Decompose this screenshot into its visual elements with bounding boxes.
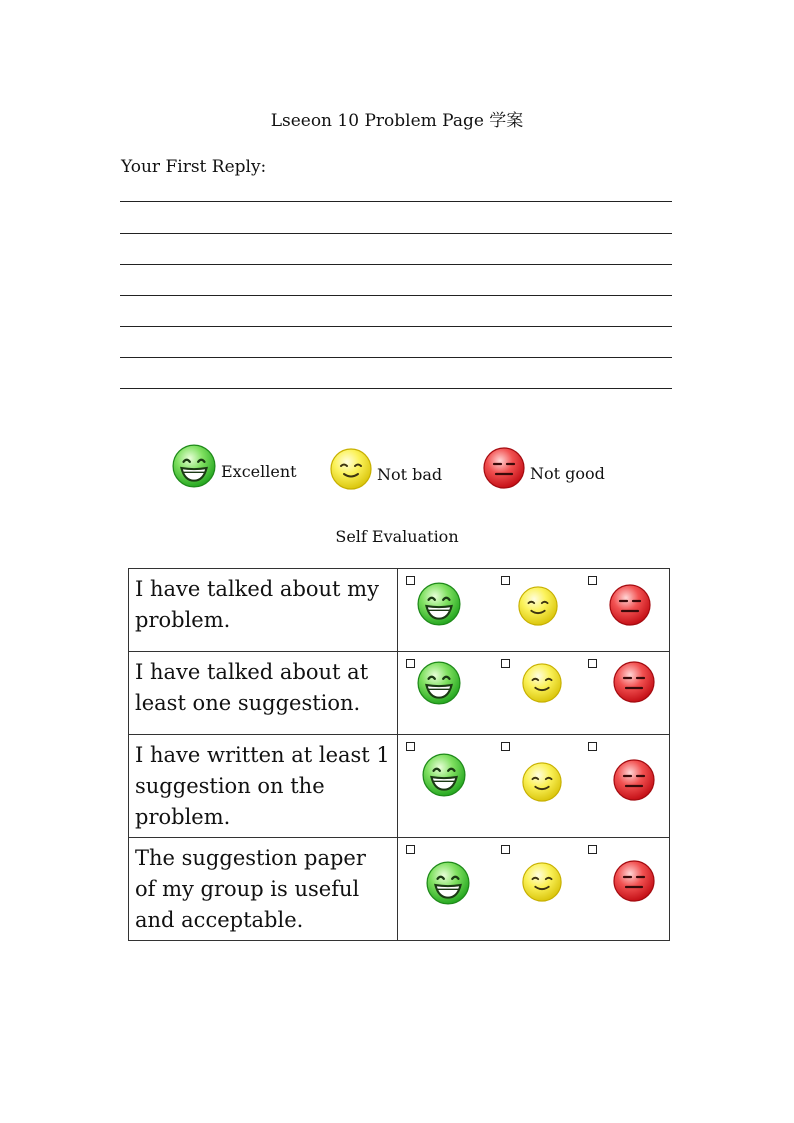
statement-line: problem. xyxy=(135,805,231,829)
neutral-face-icon xyxy=(482,446,526,490)
not-good-checkbox[interactable] xyxy=(588,576,597,585)
statement-line: problem. xyxy=(135,608,231,632)
smile-face-icon xyxy=(521,761,563,803)
self-evaluation-table xyxy=(128,568,670,941)
legend-label-not-good: Not good xyxy=(530,463,605,483)
statement-line: I have written at least 1 xyxy=(135,743,390,767)
grin-face-icon xyxy=(421,752,467,798)
answer-line-1[interactable] xyxy=(120,201,672,202)
grin-face-icon xyxy=(171,443,217,489)
not-bad-checkbox[interactable] xyxy=(501,576,510,585)
page-title: Lseeon 10 Problem Page 学案 xyxy=(270,111,524,131)
reply-label: Your First Reply: xyxy=(121,157,267,177)
grin-face-icon xyxy=(425,860,471,906)
statement-line: I have talked about my xyxy=(135,577,379,601)
not-good-checkbox[interactable] xyxy=(588,845,597,854)
statement-line: The suggestion paper xyxy=(135,846,366,870)
grin-face-icon xyxy=(416,660,462,706)
smile-face-icon xyxy=(521,662,563,704)
answer-line-4[interactable] xyxy=(120,295,672,296)
answer-line-3[interactable] xyxy=(120,264,672,265)
neutral-face-icon xyxy=(612,859,656,903)
table-row xyxy=(129,652,670,735)
not-bad-checkbox[interactable] xyxy=(501,742,510,751)
answer-line-6[interactable] xyxy=(120,357,672,358)
neutral-face-icon xyxy=(608,583,652,627)
statement-line: and acceptable. xyxy=(135,908,304,932)
answer-line-7[interactable] xyxy=(120,388,672,389)
answer-line-2[interactable] xyxy=(120,233,672,234)
rating-cell xyxy=(398,652,670,735)
rating-cell xyxy=(398,838,670,941)
table-row xyxy=(129,838,670,941)
smile-face-icon xyxy=(521,861,563,903)
neutral-face-icon xyxy=(612,660,656,704)
statement-cell xyxy=(129,652,398,735)
legend-not-bad xyxy=(329,447,442,491)
statement-cell xyxy=(129,569,398,652)
excellent-checkbox[interactable] xyxy=(406,576,415,585)
table-row xyxy=(129,569,670,652)
excellent-checkbox[interactable] xyxy=(406,742,415,751)
rating-cell xyxy=(398,569,670,652)
statement-line: of my group is useful xyxy=(135,877,360,901)
legend-label-excellent: Excellent xyxy=(221,461,297,481)
statement-cell xyxy=(129,735,398,838)
smile-face-icon xyxy=(517,585,559,627)
self-evaluation-title: Self Evaluation xyxy=(335,527,459,546)
statement-line: suggestion on the xyxy=(135,774,325,798)
legend-label-not-bad: Not bad xyxy=(377,464,443,484)
table-row xyxy=(129,735,670,838)
not-good-checkbox[interactable] xyxy=(588,742,597,751)
statement-line: I have talked about at xyxy=(135,660,369,684)
statement-line: least one suggestion. xyxy=(135,691,361,715)
not-good-checkbox[interactable] xyxy=(588,659,597,668)
not-bad-checkbox[interactable] xyxy=(501,845,510,854)
excellent-checkbox[interactable] xyxy=(406,845,415,854)
statement-cell xyxy=(129,838,398,941)
rating-cell xyxy=(398,735,670,838)
legend-not-good xyxy=(482,446,605,490)
grin-face-icon xyxy=(416,581,462,627)
answer-line-5[interactable] xyxy=(120,326,672,327)
excellent-checkbox[interactable] xyxy=(406,659,415,668)
not-bad-checkbox[interactable] xyxy=(501,659,510,668)
smile-face-icon xyxy=(329,447,373,491)
neutral-face-icon xyxy=(612,758,656,802)
legend-excellent xyxy=(171,443,297,489)
